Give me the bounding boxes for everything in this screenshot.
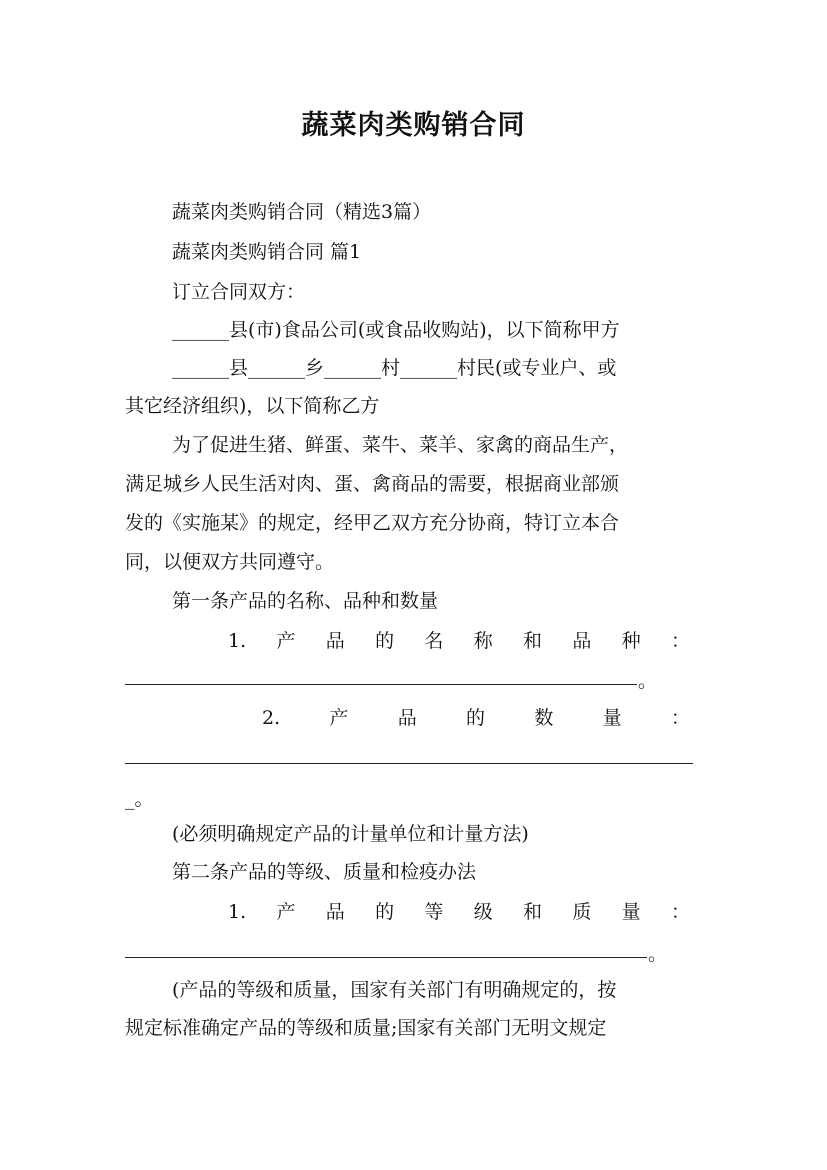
blank-underline [125, 957, 647, 958]
item-char: 品 [325, 630, 345, 652]
item-char: 称 [473, 630, 493, 652]
item-char: 1. [228, 630, 247, 652]
item-char: 和 [523, 630, 543, 652]
item-char: 品 [572, 630, 592, 652]
item-char: 量 [621, 901, 641, 923]
item-char: 名 [424, 630, 444, 652]
note-line: (必须明确规定产品的计量单位和计量方法) [172, 823, 529, 845]
document-title: 蔬菜肉类购销合同 [301, 110, 526, 141]
item-char: 1. [228, 901, 247, 923]
item-char: 和 [523, 901, 543, 923]
paragraph-line: 同，以便双方共同遵守。 [125, 551, 335, 573]
item-char: 等 [424, 901, 444, 923]
item-2-label [262, 705, 690, 731]
party-b-line-cont: 其它经济组织)，以下简称乙方 [125, 395, 380, 417]
party-a-line: ______县(市)食品公司(或食品收购站)，以下简称甲方 [172, 319, 620, 341]
blank-underline [125, 763, 693, 764]
blank-underline-cont: _。 [125, 788, 154, 810]
item-char: 质 [572, 901, 592, 923]
paragraph-line: 规定标准确定产品的等级和质量;国家有关部门无明文规定 [125, 1017, 607, 1039]
item-char: ： [670, 630, 690, 652]
article-1-heading: 第一条产品的名称、品种和数量 [172, 590, 439, 612]
item-char: 产 [276, 901, 296, 923]
item-char: 品 [325, 901, 345, 923]
subtitle-line: 蔬菜肉类购销合同（精选3篇） [172, 201, 432, 223]
article-2-heading: 第二条产品的等级、质量和检疫办法 [172, 861, 477, 883]
end-mark: 。 [648, 943, 668, 965]
item-char: 量 [602, 707, 622, 729]
party-b-line: ______县______乡______村______村民(或专业户、或 [172, 357, 617, 379]
blank-underline [125, 684, 637, 685]
paragraph-line: 满足城乡人民生活对肉、蛋、禽商品的需要，根据商业部颁 [125, 473, 620, 495]
item-char: 产 [276, 630, 296, 652]
item-char: 2. [262, 707, 281, 729]
item-char: 种 [621, 630, 641, 652]
item-char: 品 [397, 707, 417, 729]
item-1-label [228, 628, 690, 654]
paragraph-line: 为了促进生猪、鲜蛋、菜牛、菜羊、家禽的商品生产， [172, 434, 629, 456]
item-char: ： [670, 707, 690, 729]
item-char: 的 [375, 901, 395, 923]
paragraph-line: (产品的等级和质量，国家有关部门有明确规定的，按 [172, 979, 617, 1001]
item-char: 的 [466, 707, 486, 729]
item-char: ： [670, 901, 690, 923]
paragraph-line: 发的《实施某》的规定，经甲乙双方充分协商，特订立本合 [125, 512, 620, 534]
item-char: 的 [375, 630, 395, 652]
item-3-label [228, 899, 690, 925]
item-char: 产 [329, 707, 349, 729]
item-char: 数 [534, 707, 554, 729]
section-heading: 蔬菜肉类购销合同 篇1 [172, 241, 362, 263]
parties-heading: 订立合同双方： [172, 281, 306, 303]
end-mark: 。 [638, 670, 658, 692]
item-char: 级 [473, 901, 493, 923]
